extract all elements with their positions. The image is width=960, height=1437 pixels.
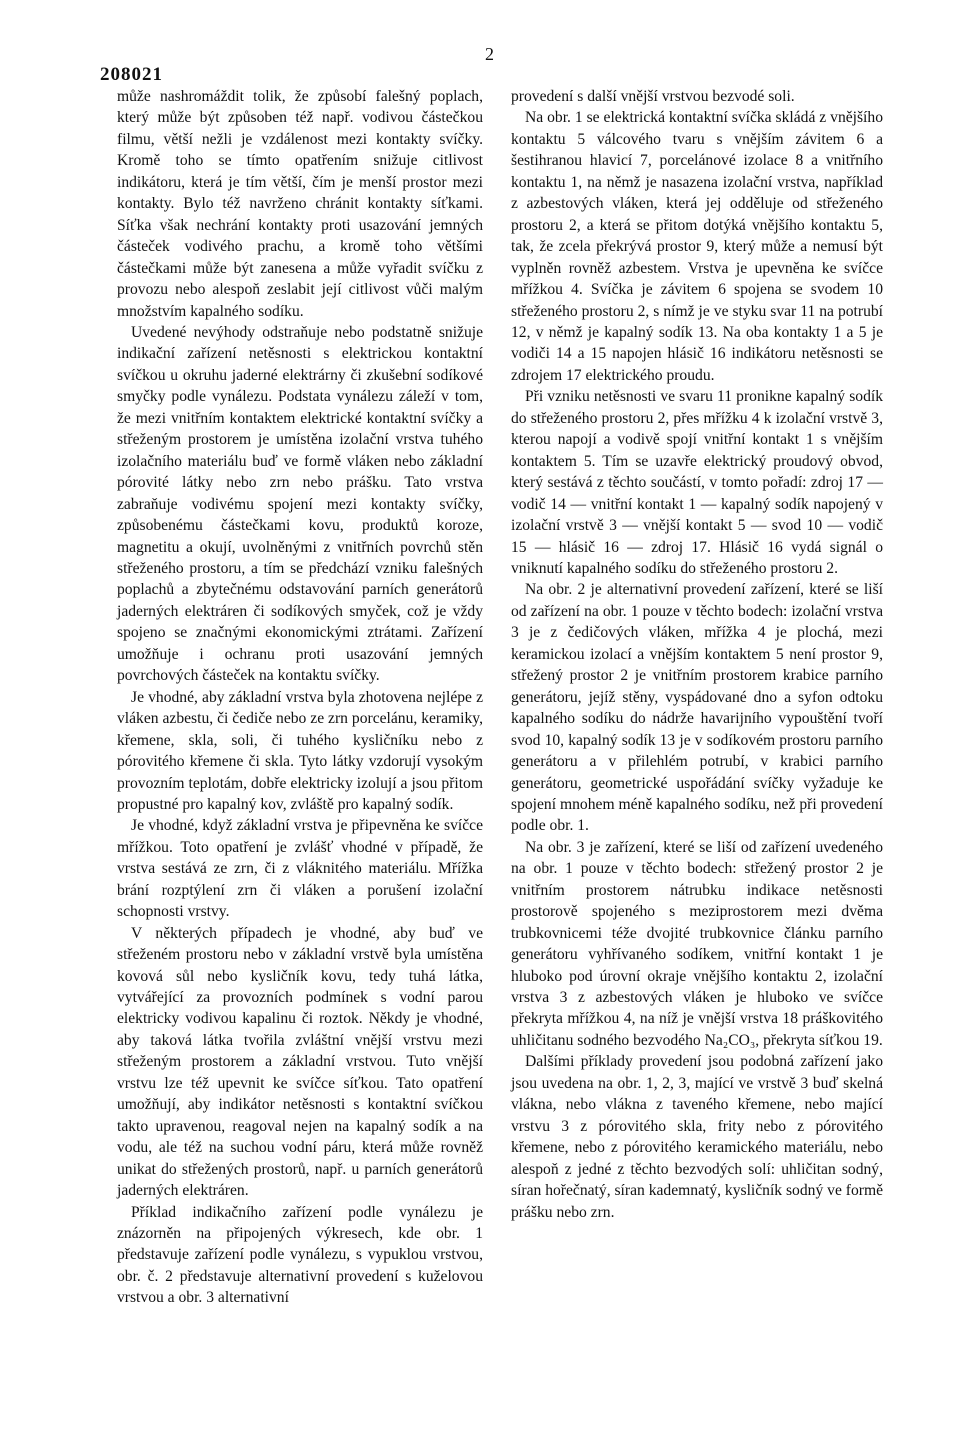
right-paragraph-6: Dalšími příklady provedení jsou podobná zařízení jako jsou uvedena na obr. 1, 2, 3, mající ve vrstvě 3 buď skelná vlákna, nebo vlákna z taveného křemene, nebo mající vrstvu 3 z pórovitého skla, frity nebo z pórovitého křemene, nebo z pórovitého keramického materiálu, nebo alespoň z jedné z těchto bezvodých solí: uhličitan sodný, síran hořečnatý, síran kademnatý, kysličník sodný ve formě prášku nebo zrn.	[511, 1053, 883, 1221]
left-paragraph-1: může nashromáždit tolik, že způsobí falešný poplach, který může být způsoben též např. vodivou částečkou filmu, větší nežli je vzdálenost mezi kontakty svíčky. Kromě toho se tímto opatřením snižuje citlivost indikátoru, která je tím větší, čím je menší prostor mezi kontakty. Bylo též navrženo chránit kontakty síťkami. Síťka však nechrání kontakty proti usazování jemných částeček vodivého prachu, a kromě toho většími částečkami může být zanesena a může vyřadit svíčku z provozu nebo alespoň zeslabit její citlivost vůči malým množstvím kapalného sodíku.	[117, 88, 483, 320]
left-paragraph-3: Je vhodné, aby základní vrstva byla zhotovena nejlépe z vláken azbestu, či čediče nebo ze zrn porcelánu, keramiky, křemene, skla, soli, či tuhého kysličníku nebo z pórovitého křemene či skla. Tyto látky vzdorují vysokým provozním teplotám, dobře elektricky izolují a jsou přitom propustné pro kapalný kov, zvláště pro kapalný sodík.	[117, 688, 483, 813]
right-paragraph-1: provedení s další vnější vrstvou bezvodé soli.	[511, 88, 795, 105]
left-paragraph-6: Příklad indikačního zařízení podle vynálezu je znázorněn na připojených výkresech, kde obr. 1 představuje zařízení podle vynálezu, s vypuklou vrstvou, obr. č. 2 představuje alternativní provedení s kuželovou vrstvou a obr. 3 alternativní	[117, 1203, 483, 1307]
left-paragraph-5: V některých případech je vhodné, aby buď ve střeženém prostoru nebo v základní vrstvě byla umístěna kovová sůl nebo kysličník kovu, tedy tuhá látka, vytvářející za provozních podmínek s vodní parou elektricky vodivou kapalinu či roztok. Někdy je vhodné, aby taková látka tvořila zvláštní vnější vrstvu mezi střeženým prostorem a základní vrstvou. Tuto vnější vrstvu lze též upevnit ke svíčce síťkou. Tato opatření umožňují, aby indikátor netěsnosti s kontaktní svíčkou takto upravenou, reagoval nejen na kapalný sodík a na vodu, ale též na suchou vodní páru, která může rovněž unikat do střežených prostorů, např. u parních generátorů jaderných elektráren.	[117, 924, 483, 1200]
left-column	[117, 86, 483, 1309]
right-paragraph-5: Na obr. 3 je zařízení, které se liší od zařízení uvedeného na obr. 1 pouze v těchto bodech: střežený prostor 2 je vnitřním prostorem nátrubku indikace netěsnosti prostorově spojeného s meziprostorem mezi dvěma trubkovnicemi téže dvojité trubkovnice článku parního generátoru vyhřívaného sodíkem, vnitřní kontakt 1 je hluboko pod úrovní okraje vnějšího kontaktu 2, izolační vrstva 3 z azbestových vláken je hluboko ve svíčce překryta mřížkou 4, na níž je vnější vrstva 18 práškovitého uhličitanu sodného bezvodého Na₂CO₃, překryta síťkou 19.	[511, 838, 883, 1049]
patent-number: 208021	[100, 64, 163, 85]
right-paragraph-2: Na obr. 1 se elektrická kontaktní svíčka skládá z vnějšího kontaktu 5 válcového tvaru s vnějším závitem 6 a šestihranou hlavicí 7, porcelánové izolace 8 a vnitřního kontaktu 1, na němž je nasazena izolační vrstva, například z azbestových vláken, která jej odděluje od střeženého prostoru 2, a která se přitom dotýká vnějšího kontaktu 5, tak, že zcela překrývá prostor 9, který může a nemusí být vyplněn rovněž azbestem. Vrstva je upevněna ke svíčce mřížkou 4. Svíčka je závitem 6 spojena se svodem 10 střeženého prostoru 2, s nímž je ve styku svar 11 na potrubí 12, v němž je kapalný sodík 13. Na oba kontakty 1 a 5 je vodiči 14 a 15 napojen hlásič 16 indikátoru netěsnosti se zdrojem 17 elektrického proudu.	[511, 109, 883, 384]
left-paragraph-4: Je vhodné, když základní vrstva je připevněna ke svíčce mřížkou. Toto opatření je zvlášť vhodné v případě, že vrstva sestává ze zrn, či z vláknitého materiálu. Mřížka brání rozptýlení zrn či vláken a porušení izolační schopnosti vrstvy.	[117, 817, 483, 921]
right-paragraph-4: Na obr. 2 je alternativní provedení zařízení, které se liší od zařízení na obr. 1 pouze v těchto bodech: izolační vrstva 3 je z čedičových vláken, mřížka 4 je plochá, mezi keramickou izolací a vnějším kontaktem 5 není prostor 9, střežený prostor 2 je vnitřním prostorem krabice parního generátoru, jejíž stěny, vyspádované dno a syfon odtoku kapalného sodíku do nádrže havarijního vypouštění tvoří svod 10, kapalný sodík 13 je v sodíkovém prostoru parního generátoru a v přilehlém potrubí, v krabici parního generátoru, geometrické uspořádání svíčky vyžaduje ke spojení mnohem méně kapalného sodíku, než při provedení podle obr. 1.	[511, 581, 883, 835]
left-paragraph-2: Uvedené nevýhody odstraňuje nebo podstatně snižuje indikační zařízení netěsnosti s elektrickou kontaktní svíčkou u okruhu jaderné elektrárny či zkušební sodíkové smyčky podle vynálezu. Podstata vynálezu záleží v tom, že mezi vnitřním kontaktem elektrické kontaktní svíčky a střeženým prostorem je umístěna izolační vrstva tuhého izolačního materiálu buď ve formě vláken nebo základní pórovité látky nebo zrn nebo prášku. Tato vrstva zabraňuje vodivému spojení mezi kontakty svíčky, způsobenému částečkami kovu, produktů koroze, magnetitu a okují, uvolněnými z vnitřních povrchů stěn střeženého prostoru, a tím se předchází vzniku falešných poplachů a zbytečnému odstavování parních generátorů jaderných elektráren či sodíkových smyček, což je vždy spojeno se značnými ekonomickými ztrátami. Zařízení umožňuje i ochranu proti usazování jemných povrchových částeček na kontaktu svíčky.	[117, 323, 483, 685]
page-number: 2	[485, 44, 494, 64]
right-paragraph-3: Při vzniku netěsnosti ve svaru 11 pronikne kapalný sodík do střeženého prostoru 2, přes mřížku 4 k izolační vrstvě 3, kterou napojí a vodivě spojí vnitřní kontakt 1 s vnějším kontaktem 5. Tím se uzavře elektrický proudový obvod, který sestává z těchto součástí, v tomto pořadí: zdroj 17 — vodič 14 — vnitřní kontakt 1 — kapalný sodík napojený v izolační vrstvě 3 — vnější kontakt 5 — svod 10 — vodič 15 — hlásič 16 — zdroj 17. Hlásič 16 vydá signál o vniknutí kapalného sodíku do střeženého prostoru 2.	[511, 388, 883, 577]
right-column	[511, 86, 883, 1223]
